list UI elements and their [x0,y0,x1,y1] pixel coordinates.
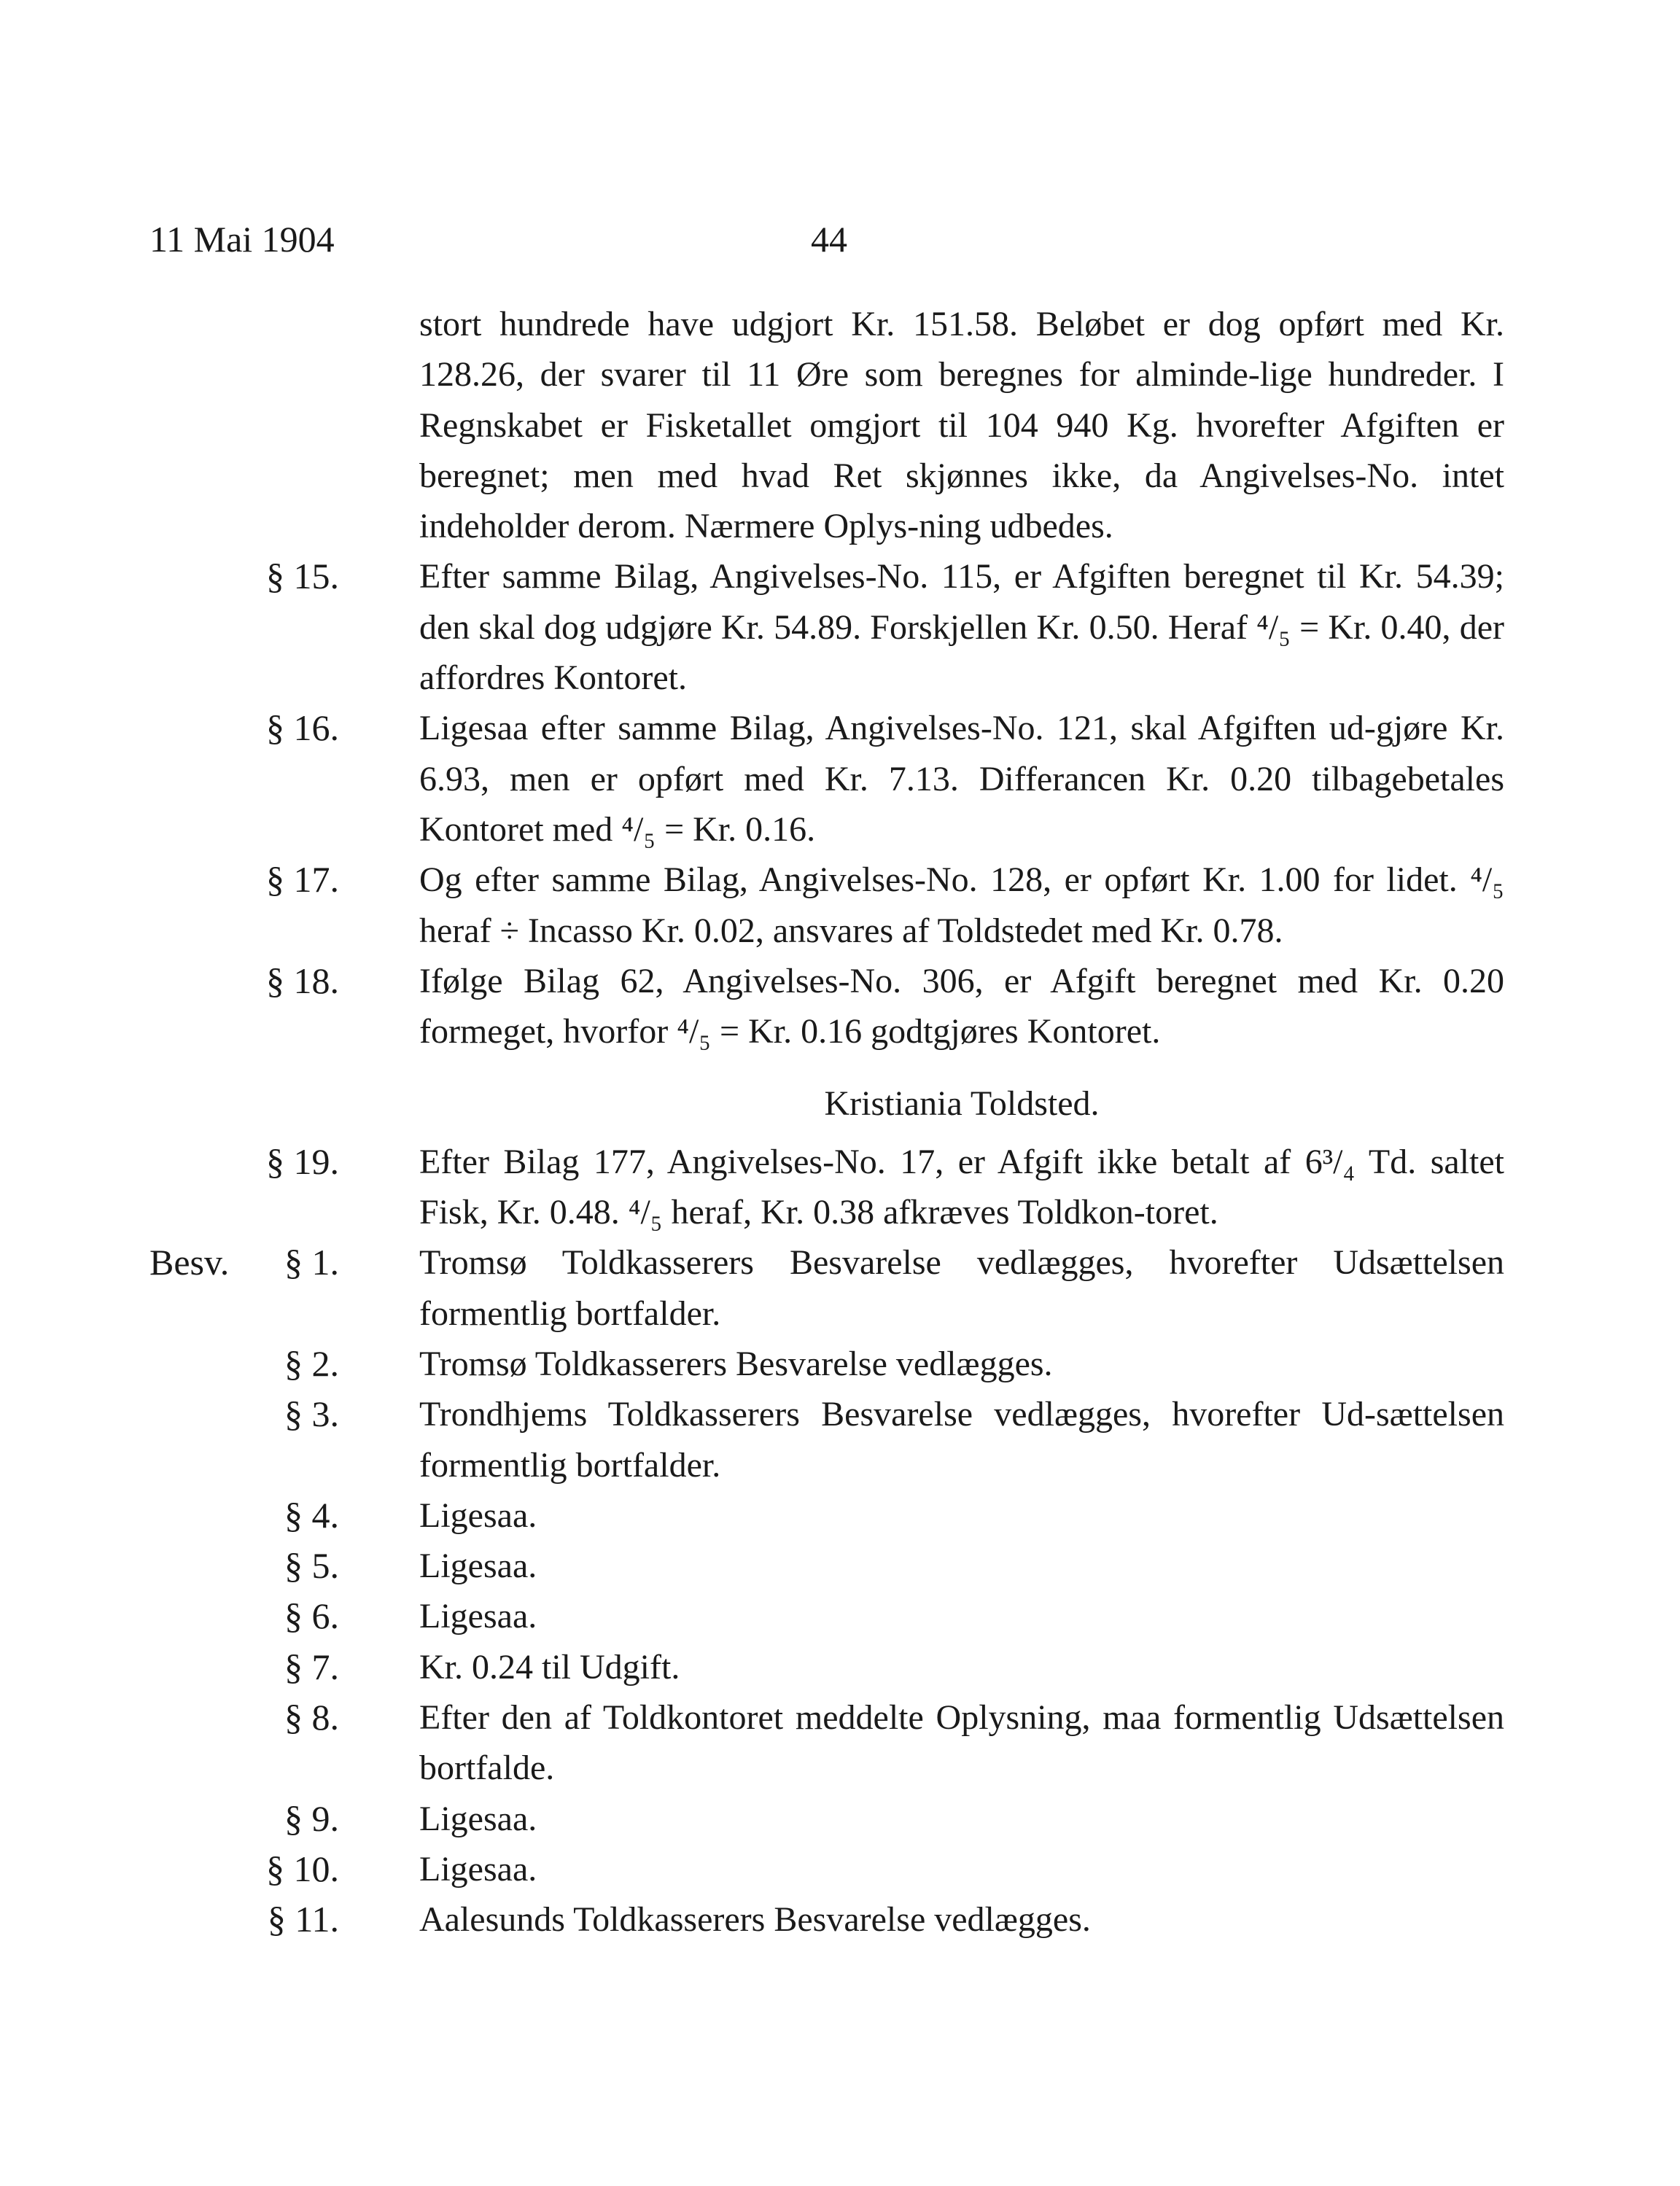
paragraph-text: Kr. 0.24 til Udgift. [419,1647,680,1687]
section-label: § 7. [284,1646,339,1687]
paragraph-text: Ligesaa. [419,1849,537,1889]
paragraph-15 [0,551,1680,703]
paragraph-besv-11 [0,1894,1680,1945]
paragraph-text: stort hundrede have udgjort Kr. 151.58. Beløbet er dog opført med Kr. 128.26, der svarer til 11 Øre som beregnes for alminde-lige hundreder. I Regnskabet er Fisketallet omgjort til 104 940 Kg. hvorefter Afgiften er beregnet; men med hvad Ret skjønnes ikke, da Angivelses-No. intet indeholder derom. Nærmere Oplys-ning udbedes. [419,305,1504,546]
paragraph-besv-10 [0,1844,1680,1894]
paragraph-text: Ligesaa efter samme Bilag, Angivelses-No. 121, skal Afgiften ud-gjøre Kr. 6.93, men er opført med Kr. 7.13. Differancen Kr. 0.20 tilbagebetales Kontoret med ⁴/₅ = Kr. 0.16. [419,709,1504,849]
paragraph-18 [0,956,1680,1057]
paragraph-text: Ligesaa. [419,1597,537,1636]
paragraph-text: Tromsø Toldkasserers Besvarelse vedlægges. [419,1344,1053,1383]
section-label: § 15. [266,556,339,597]
section-label: § 19. [266,1140,339,1182]
section-label: § 10. [266,1848,339,1889]
paragraph-text: Efter Bilag 177, Angivelses-No. 17, er Afgift ikke betalt af 6³/₄ Td. saltet Fisk, Kr. 0.48. ⁴/₅ heraf, Kr. 0.38 afkræves Toldkon-toret. [419,1142,1504,1232]
section-label: § 3. [284,1393,339,1435]
paragraph-text: Ifølge Bilag 62, Angivelses-No. 306, er Afgift beregnet med Kr. 0.20 formeget, hvorfor ⁴/₅ = Kr. 0.16 godtgjøres Kontoret. [419,961,1504,1051]
section-label: § 9. [284,1797,339,1839]
paragraph-besv-6 [0,1591,1680,1641]
paragraph-besv-1 [0,1237,1680,1339]
section-label: § 17. [266,859,339,901]
section-label: § 16. [266,707,339,749]
section-label: § 2. [284,1342,339,1384]
paragraph-besv-4 [0,1490,1680,1541]
paragraph-text: Efter den af Toldkontoret meddelte Oplysning, maa formentlig Udsættelsen bortfalde. [419,1698,1504,1788]
section-label: § 11. [267,1899,339,1940]
paragraph-continuation [0,299,1680,551]
paragraph-text: Trondhjems Toldkasserers Besvarelse vedlægges, hvorefter Ud-sættelsen formentlig bortfalder. [419,1395,1504,1485]
section-label: § 6. [284,1595,339,1637]
paragraph-16 [0,703,1680,855]
margin-marker: Besv. [149,1242,230,1283]
paragraph-text: Ligesaa. [419,1547,537,1586]
paragraph-besv-5 [0,1541,1680,1591]
paragraph-text: Og efter samme Bilag, Angivelses-No. 128, er opført Kr. 1.00 for lidet. ⁴/₅ heraf ÷ Incasso Kr. 0.02, ansvares af Toldstedet med Kr. 0.78. [419,860,1504,950]
paragraph-besv-9 [0,1794,1680,1844]
paragraph-text: Ligesaa. [419,1495,537,1535]
paragraph-19 [0,1137,1680,1238]
section-heading: Kristiania Toldsted. [824,1084,1100,1124]
header-date: 11 Mai 1904 [149,219,335,260]
paragraph-besv-3 [0,1389,1680,1490]
paragraph-text: Tromsø Toldkasserers Besvarelse vedlægges, hvorefter Udsættelsen formentlig bortfalder. [419,1243,1504,1333]
paragraph-text: Aalesunds Toldkasserers Besvarelse vedlægges. [419,1900,1091,1940]
section-label: § 5. [284,1545,339,1587]
paragraph-17 [0,855,1680,956]
paragraph-besv-7 [0,1642,1680,1692]
paragraph-besv-8 [0,1692,1680,1794]
section-label: § 8. [284,1697,339,1738]
section-label: § 1. [284,1242,339,1283]
paragraph-text: Efter samme Bilag, Angivelses-No. 115, er Afgiften beregnet til Kr. 54.39; den skal dog udgjøre Kr. 54.89. Forskjellen Kr. 0.50. Heraf ⁴/₅ = Kr. 0.40, der affordres Kontoret. [419,557,1504,698]
section-label: § 4. [284,1494,339,1536]
paragraph-text: Ligesaa. [419,1799,537,1838]
page-number: 44 [811,219,847,260]
paragraph-besv-2 [0,1339,1680,1389]
section-label: § 18. [266,960,339,1001]
document-body [0,299,1680,1945]
